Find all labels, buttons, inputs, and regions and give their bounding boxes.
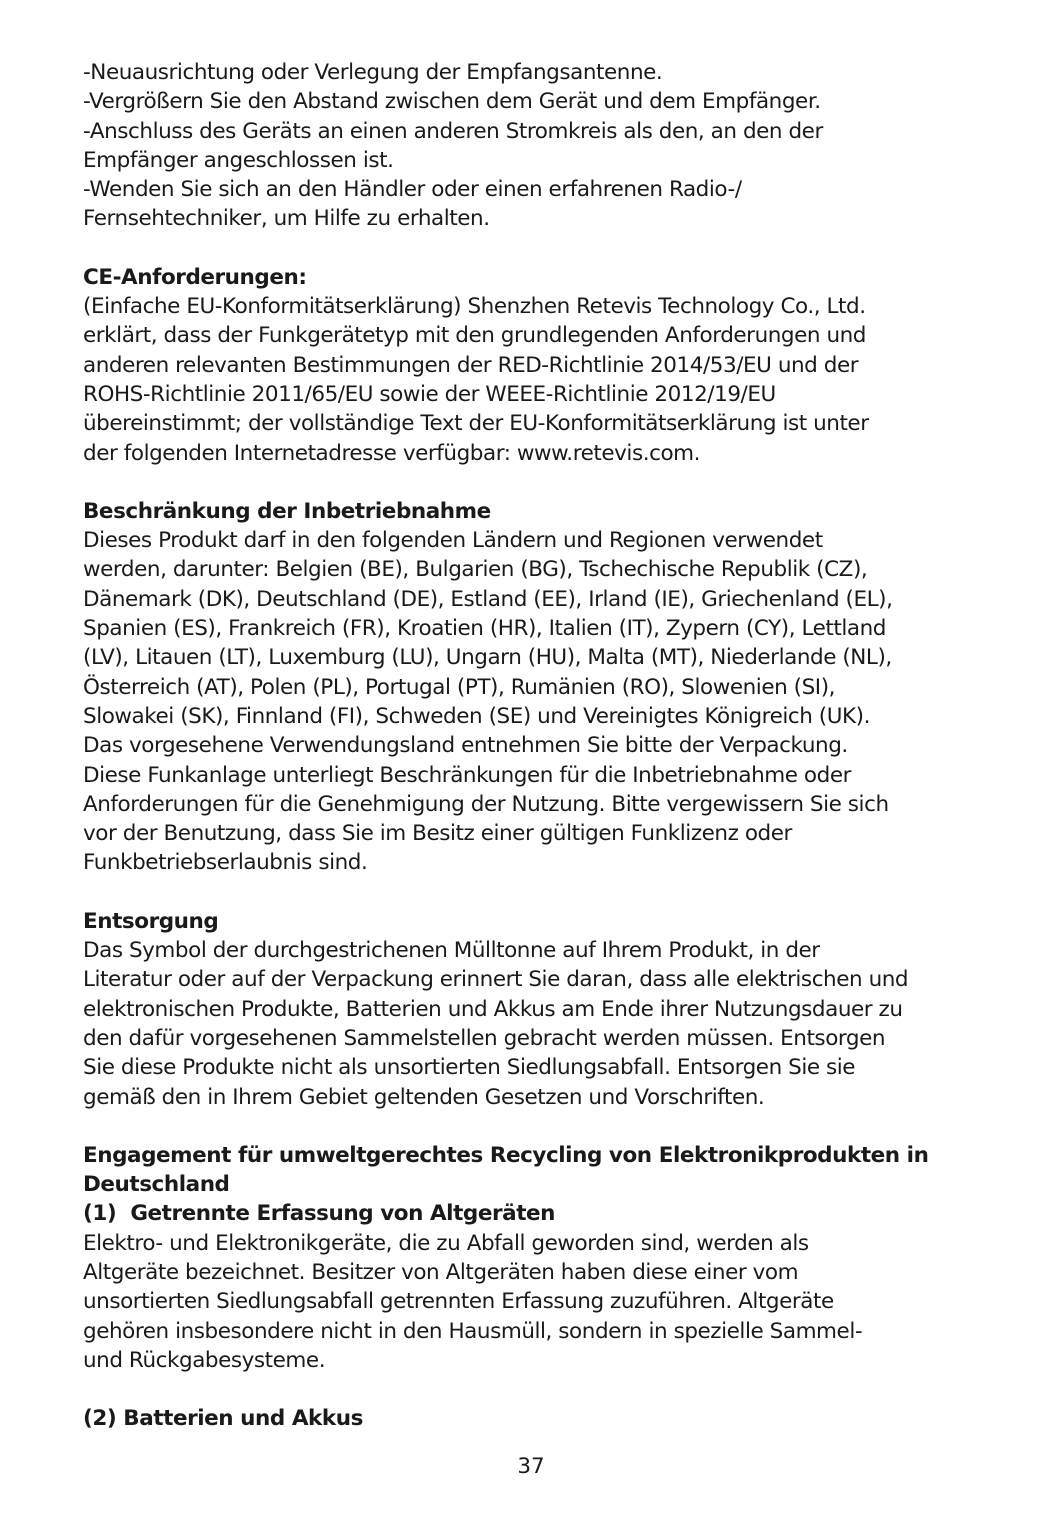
recycling-line: Elektro- und Elektronikgeräte, die zu Abfall geworden sind, werden als [83, 1230, 809, 1256]
recycling-section [83, 1141, 1003, 1375]
ce-section [83, 263, 1003, 468]
intro-line: -Vergrößern Sie den Abstand zwischen dem Gerät und dem Empfänger. [83, 89, 821, 115]
disposal-line: Das Symbol der durchgestrichenen Mülltonne auf Ihrem Produkt, in der [83, 938, 820, 964]
intro-line: -Wenden Sie sich an den Händler oder einen erfahrenen Radio-/ [83, 177, 742, 203]
recycling-heading: Engagement für umweltgerechtes Recycling von Elektronikprodukten in [83, 1142, 929, 1168]
restriction-line: Diese Funkanlage unterliegt Beschränkungen für die Inbetriebnahme oder [83, 762, 851, 788]
page-number: 37 [517, 1454, 545, 1479]
disposal-heading: Entsorgung [83, 908, 219, 934]
intro-line: -Anschluss des Geräts an einen anderen Stromkreis als den, an den der [83, 118, 823, 144]
restriction-line: Dieses Produkt darf in den folgenden Ländern und Regionen verwendet [83, 528, 823, 554]
restriction-line: Spanien (ES), Frankreich (FR), Kroatien (HR), Italien (IT), Zypern (CY), Lettland [83, 616, 886, 642]
batteries-heading: (2) Batterien und Akkus [83, 1406, 363, 1432]
recycling-subheading: (1) Getrennte Erfassung von Altgeräten [83, 1201, 556, 1227]
intro-list [83, 58, 1003, 234]
recycling-heading: Deutschland [83, 1172, 230, 1198]
restriction-line: Dänemark (DK), Deutschland (DE), Estland (EE), Irland (IE), Griechenland (EL), [83, 586, 893, 612]
document-page [83, 58, 1003, 1433]
ce-line: erklärt, dass der Funkgerätetyp mit den grundlegenden Anforderungen und [83, 323, 867, 349]
restriction-line: (LV), Litauen (LT), Luxemburg (LU), Ungarn (HU), Malta (MT), Niederlande (NL), [83, 645, 892, 671]
restriction-line: Anforderungen für die Genehmigung der Nutzung. Bitte vergewissern Sie sich [83, 791, 889, 817]
ce-line: anderen relevanten Bestimmungen der RED-Richtlinie 2014/53/EU und der [83, 352, 859, 378]
restriction-line: Das vorgesehene Verwendungsland entnehmen Sie bitte der Verpackung. [83, 733, 848, 759]
restriction-line: Slowakei (SK), Finnland (FI), Schweden (SE) und Vereinigtes Königreich (UK). [83, 703, 870, 729]
restriction-heading: Beschränkung der Inbetriebnahme [83, 498, 491, 524]
disposal-line: Literatur oder auf der Verpackung erinnert Sie daran, dass alle elektrischen und [83, 967, 909, 993]
ce-line: ROHS-Richtlinie 2011/65/EU sowie der WEEE-Richtlinie 2012/19/EU [83, 381, 776, 407]
ce-line: der folgenden Internetadresse verfügbar: www.retevis.com. [83, 440, 701, 466]
restriction-line: vor der Benutzung, dass Sie im Besitz einer gültigen Funklizenz oder [83, 821, 792, 847]
recycling-line: gehören insbesondere nicht in den Hausmüll, sondern in spezielle Sammel- [83, 1318, 863, 1344]
recycling-line: Altgeräte bezeichnet. Besitzer von Altgeräten haben diese einer vom [83, 1259, 799, 1285]
restriction-line: Funkbetriebserlaubnis sind. [83, 850, 368, 876]
recycling-line: unsortierten Siedlungsabfall getrennten Erfassung zuzuführen. Altgeräte [83, 1289, 834, 1315]
disposal-line: den dafür vorgesehenen Sammelstellen gebracht werden müssen. Entsorgen [83, 1025, 886, 1051]
intro-line: Empfänger angeschlossen ist. [83, 147, 394, 173]
ce-line: übereinstimmt; der vollständige Text der EU-Konformitätserklärung ist unter [83, 411, 869, 437]
restriction-section [83, 497, 1003, 878]
intro-line: -Neuausrichtung oder Verlegung der Empfangsantenne. [83, 60, 663, 85]
restriction-line: Österreich (AT), Polen (PL), Portugal (PT), Rumänien (RO), Slowenien (SI), [83, 674, 836, 700]
disposal-line: Sie diese Produkte nicht als unsortierten Siedlungsabfall. Entsorgen Sie sie [83, 1055, 856, 1081]
ce-line: (Einfache EU-Konformitätserklärung) Shenzhen Retevis Technology Co., Ltd. [83, 294, 866, 320]
batteries-section [83, 1404, 1003, 1433]
restriction-line: werden, darunter: Belgien (BE), Bulgarien (BG), Tschechische Republik (CZ), [83, 557, 868, 583]
intro-line: Fernsehtechniker, um Hilfe zu erhalten. [83, 206, 490, 232]
ce-heading: CE-Anforderungen: [83, 264, 307, 290]
disposal-section [83, 907, 1003, 1112]
disposal-line: elektronischen Produkte, Batterien und Akkus am Ende ihrer Nutzungsdauer zu [83, 996, 903, 1022]
disposal-line: gemäß den in Ihrem Gebiet geltenden Gesetzen und Vorschriften. [83, 1084, 765, 1110]
recycling-line: und Rückgabesysteme. [83, 1347, 326, 1373]
